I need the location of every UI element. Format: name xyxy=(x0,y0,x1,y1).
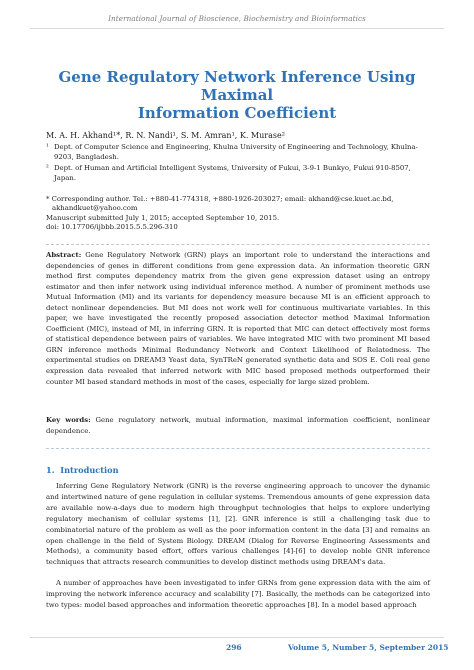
section-title: Introduction xyxy=(60,465,119,475)
affiliation-1 xyxy=(46,143,438,162)
footer-rule xyxy=(30,637,444,638)
body-paragraph-2: A number of approaches have been investigated to infer GRNs from gene expression data with the aim of improving the network inference accuracy and scalability [7]. Basically, the methods can be categorized into two types: model based approaches and information theoretic approaches [8]. In a model based approach xyxy=(46,579,430,609)
header-rule xyxy=(30,28,444,29)
page-number: 296 xyxy=(226,643,242,652)
body-paragraph-1: Inferring Gene Regulatory Network (GNR) is the reverse engineering approach to uncover the dynamic and intertwined nature of gene regulation in cellular systems. Tremendous amounts of gene expression data are available now-a-days due to modern high throughput technologies that helps to explore underlying regulatory mechanism of cellular systems [1], [2]. GNR inference is still a challenging task due to combinatorial nature of the problem as well as the poor information content in the data [3] and remains an open challenge in the field of System Biology. DREAM (Dialog for Reverse Engineering Assessments and Methods), a community based effort, offers various challenges [4]-[6] to develop noble GNR inference techniques that attracts research communities to develop distinct methods using DREAM's data. xyxy=(46,482,430,567)
section-number: 1. xyxy=(46,465,55,475)
affiliation-text: Dept. of Computer Science and Engineering, Khulna University of Engineering and Technology, Khulna-9203, Bangladesh. xyxy=(54,143,418,161)
doi: doi: 10.17706/ijbbb.2015.5.5.296-310 xyxy=(46,223,178,232)
affiliation-number: ² xyxy=(46,164,49,172)
affiliation-2 xyxy=(46,164,438,183)
keywords-text: Gene regulatory network, mutual information, maximal information coefficient, nonlinear dependence. xyxy=(46,416,430,435)
manuscript-dates: Manuscript submitted July 1, 2015; accepted September 10, 2015. xyxy=(46,213,280,222)
affiliation-number: ¹ xyxy=(46,143,49,151)
paper-title xyxy=(44,68,430,122)
title-line-2: Information Coefficient xyxy=(137,104,337,122)
abstract xyxy=(46,250,430,387)
abstract-top-rule xyxy=(46,244,430,245)
journal-header: International Journal of Bioscience, Biochemistry and Bioinformatics xyxy=(108,14,366,23)
keywords-label: Key words: xyxy=(46,416,91,424)
abstract-text: Gene Regulatory Network (GRN) plays an important role to understand the interactions and dependencies of genes in different conditions from gene expression data. An information theoretic GRN method first computes dependency matrix from the given gene expression dataset using an entropy estimator and then infer network using individual inference method. A number of prominent methods use Mutual Information (MI) and its variants for dependency measure because MI is an efficient approach to detect nonlinear dependencies. But MI does not work well for continuous multivariate variables. In this paper, we have investigated the recently proposed association detector method Maximal Information Coefficient (MIC), instead of MI, in inferring GRN. It is reported that MIC can detect effectively most forms of statistical dependence between pairs of variables. We have integrated MIC with two prominent MI based GRN inference methods Minimal Redundancy Network and Context Likelihood of Relatedness. The experimental studies on DREAM3 Yeast data, SynTReN generated synthetic data and SOS E. Coli real gene expression data revealed that inferred network with MIC based proposed methods outperformed their counter MI based standard methods in most of the cases, especially for large sized problem. xyxy=(46,251,430,386)
title-line-1: Gene Regulatory Network Inference Using Maximal xyxy=(58,68,416,104)
author-list: M. A. H. Akhand¹*, R. N. Nandi¹, S. M. Amran¹, K. Murase² xyxy=(46,131,285,140)
keywords xyxy=(46,415,430,436)
issue-info: Volume 5, Number 5, September 2015 xyxy=(288,643,449,652)
affiliation-text: Dept. of Human and Artificial Intelligent Systems, University of Fukui, 3-9-1 Bunkyo, Fukui 910-8507, Japan. xyxy=(54,164,411,182)
corresponding-author: * Corresponding author. Tel.: +880-41-774318, +880-1926-203027; email: akhand@cse.kuet.ac.bd, xyxy=(46,195,394,203)
secondary-email: akhandkuet@yahoo.com xyxy=(52,204,138,213)
section-heading xyxy=(46,465,119,475)
abstract-label: Abstract: xyxy=(46,251,82,259)
contact-info xyxy=(46,195,438,233)
abstract-bottom-rule xyxy=(46,448,430,449)
